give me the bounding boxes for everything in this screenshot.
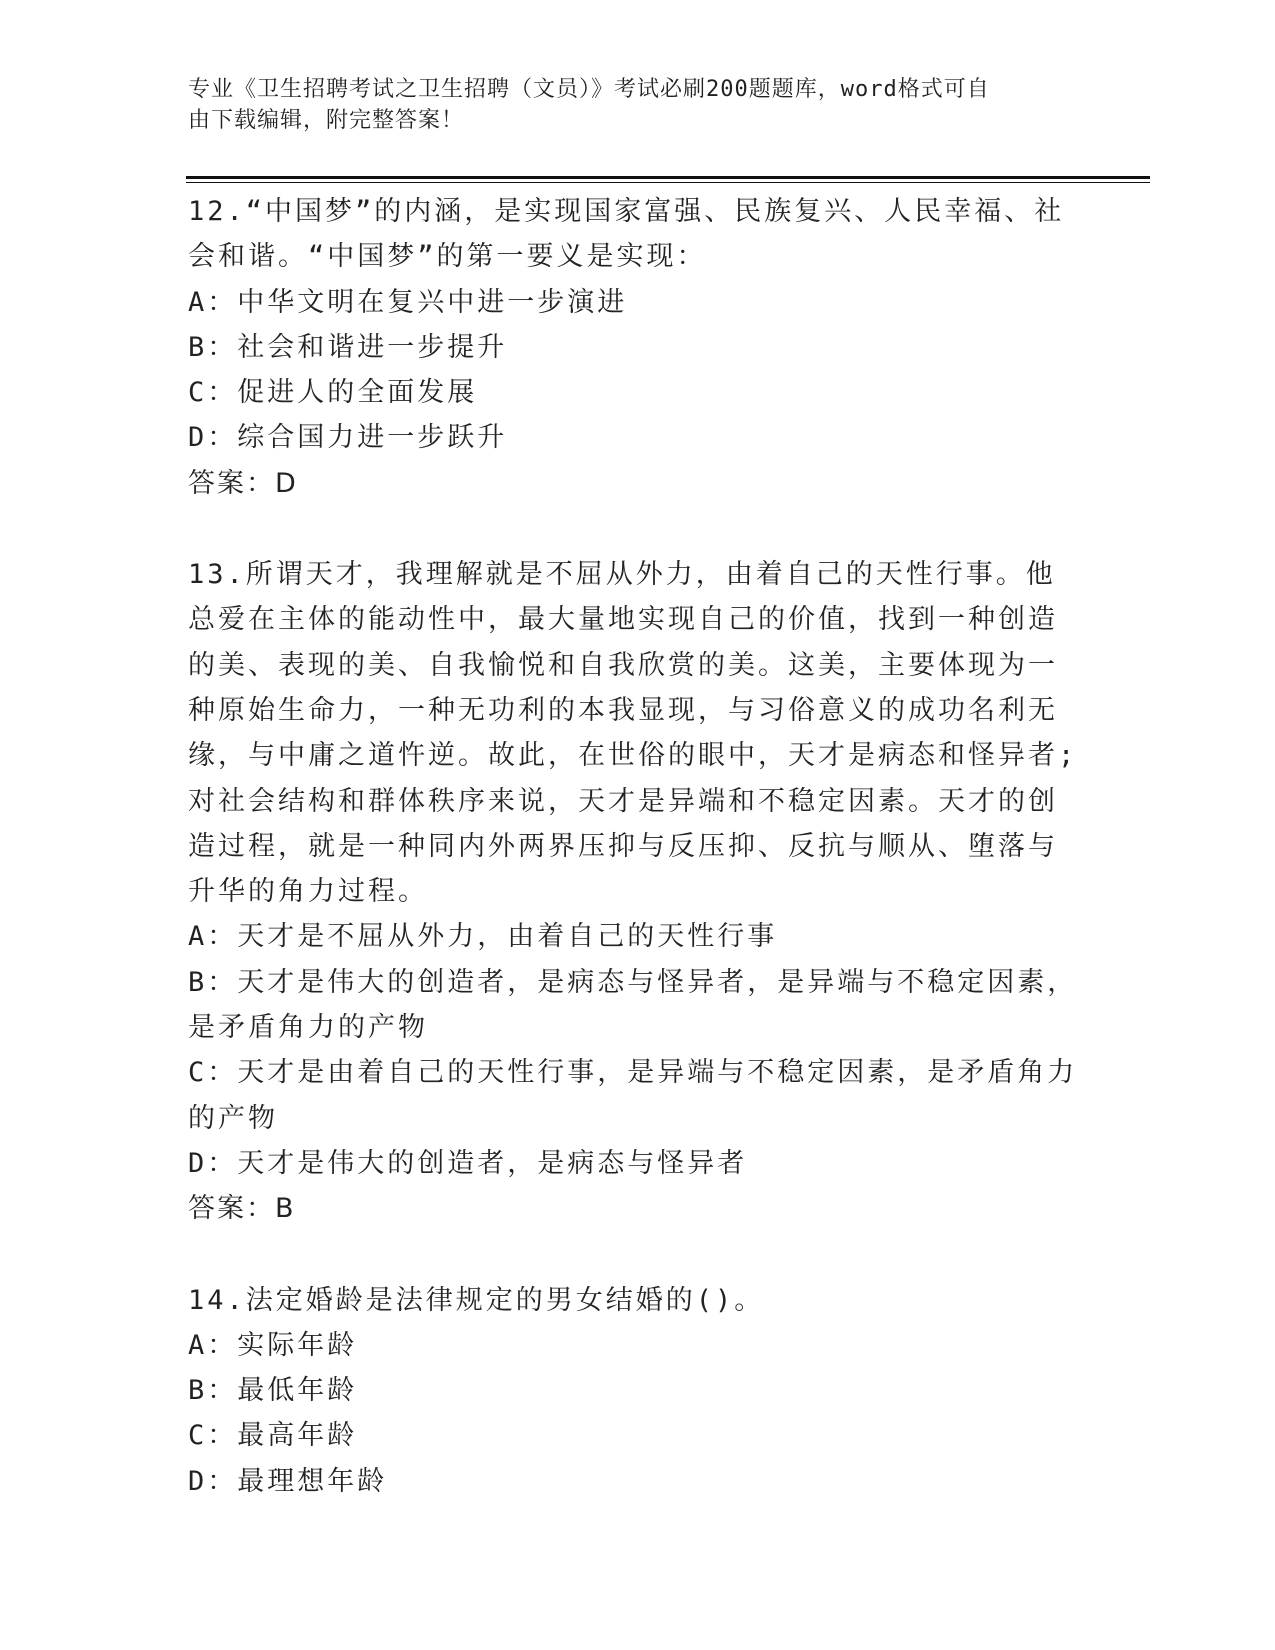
header-divider-thin [186, 182, 1150, 183]
question-stem: 12.“中国梦”的内涵，是实现国家富强、民族复兴、人民幸福、社会和谐。“中国梦”的第一要义是实现： [188, 196, 1065, 273]
header-divider-thick [186, 176, 1150, 179]
question-stem: 14.法定婚龄是法律规定的男女结婚的()。 [188, 1284, 765, 1316]
answer: 答案：B [188, 1193, 296, 1225]
question-14 [188, 1278, 1078, 1504]
option-c: C：促进人的全面发展 [188, 377, 478, 409]
question-list [188, 189, 1078, 1504]
option-c: C：天才是由着自己的天性行事，是异端与不稳定因素，是矛盾角力的产物 [188, 1057, 1078, 1134]
option-a: A：中华文明在复兴中进一步演进 [188, 286, 628, 318]
option-d: D：天才是伟大的创造者，是病态与怪异者 [188, 1147, 748, 1179]
header-line-1: 专业《卫生招聘考试之卫生招聘（文员）》考试必刷200题题库，word格式可自 [188, 77, 990, 102]
option-a: A：实际年龄 [188, 1329, 358, 1361]
option-b: B：天才是伟大的创造者，是病态与怪异者，是异端与不稳定因素，是矛盾角力的产物 [188, 966, 1078, 1044]
question-13 [188, 552, 1078, 1231]
option-a: A：天才是不屈从外力，由着自己的天性行事 [188, 921, 778, 953]
option-c: C：最高年龄 [188, 1420, 358, 1452]
question-12 [188, 189, 1078, 506]
option-d: D：综合国力进一步跃升 [188, 422, 508, 454]
answer: 答案：D [188, 467, 298, 499]
option-d: D：最理想年龄 [188, 1465, 388, 1497]
option-b: B：社会和谐进一步提升 [188, 331, 508, 363]
header-line-2: 由下载编辑，附完整答案！ [188, 108, 465, 133]
option-b: B：最低年龄 [188, 1375, 358, 1407]
document-header [188, 74, 1068, 136]
question-stem: 13.所谓天才，我理解就是不屈从外力，由着自己的天性行事。他总爱在主体的能动性中，最大量地实现自己的价值，找到一种创造的美、表现的美、自我愉悦和自我欣赏的美。这美，主要体现为一种原始生命力，一种无功利的本我显现，与习俗意义的成功名利无缘，与中庸之道忤逆。故此，在世俗的眼中，天才是病态和怪异者;对社会结构和群体秩序来说，天才是异端和不稳定因素。天才的创造过程，就是一种同内外两界压抑与反压抑、反抗与顺从、堕落与升华的角力过程。 [188, 559, 1078, 908]
